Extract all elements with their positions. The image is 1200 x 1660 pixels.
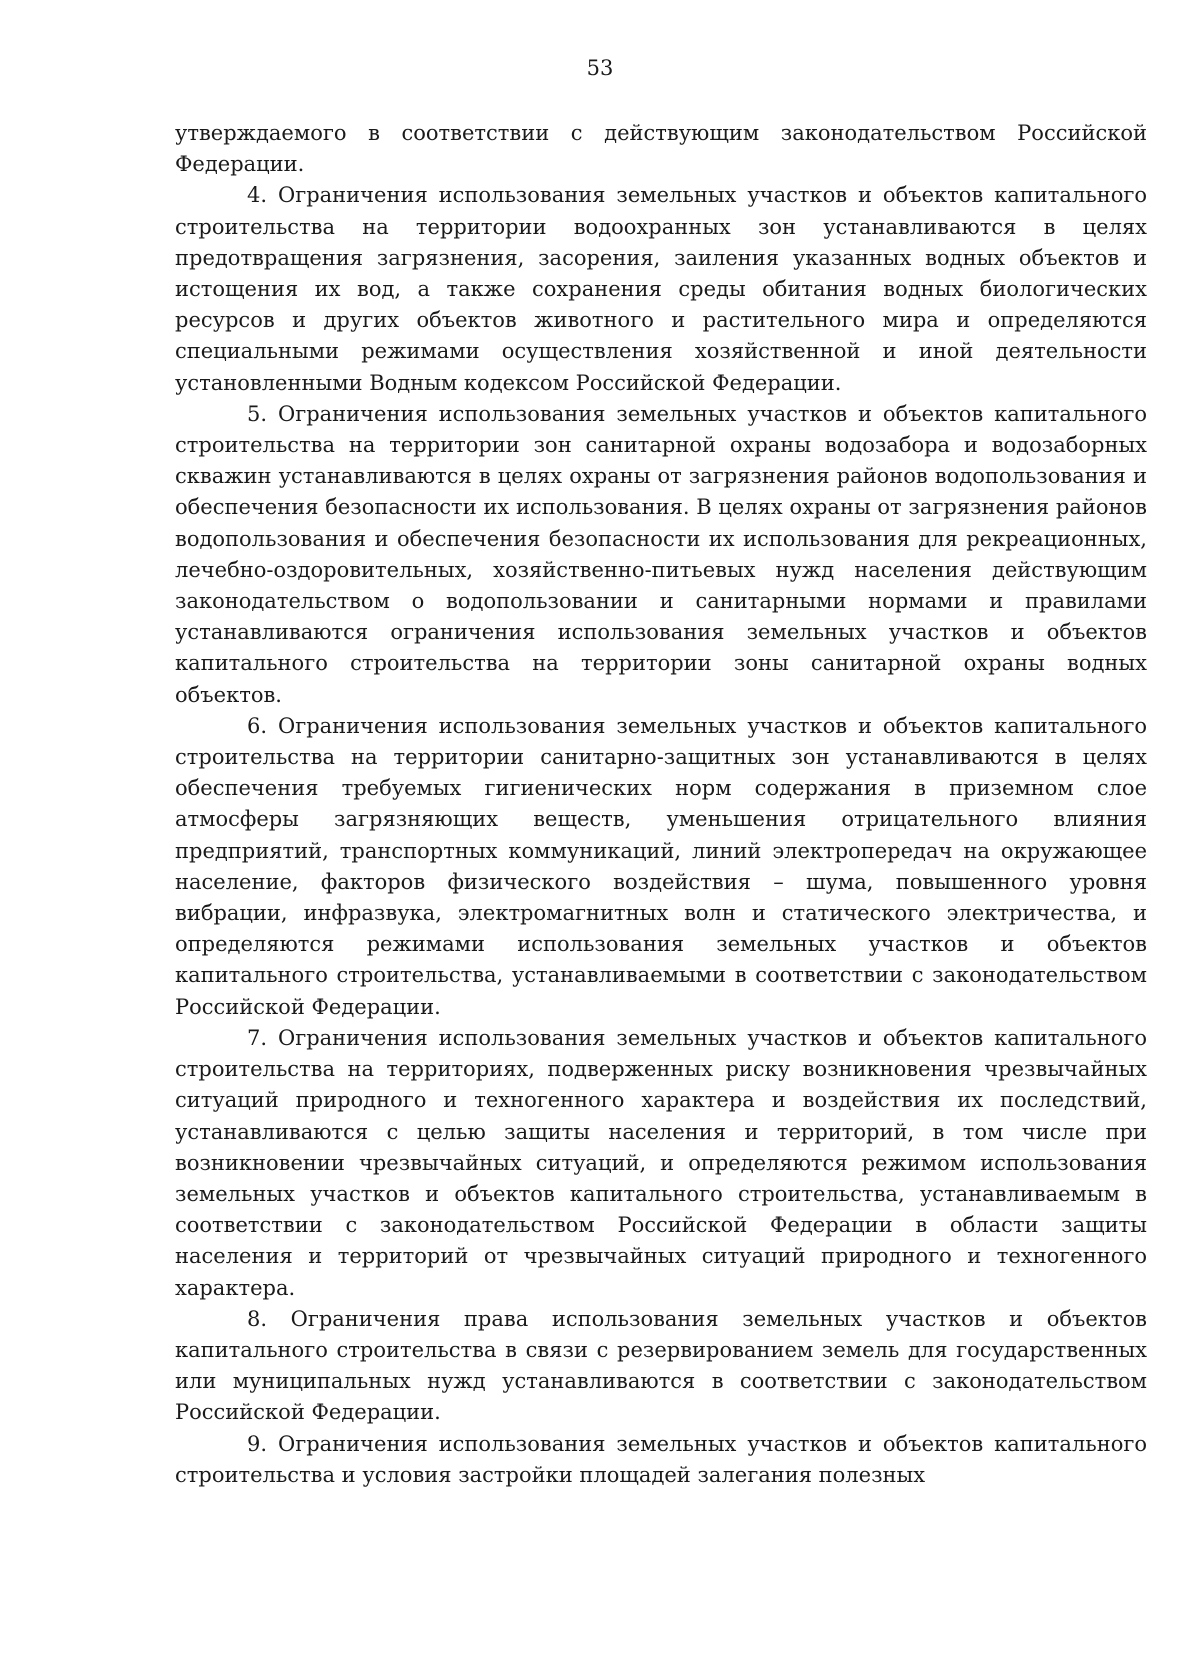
paragraph-6: 6. Ограничения использования земельных участков и объектов капитального строительства на территории санитарно-защитных зон устанавливаются в целях обеспечения требуемых гигиенических норм содержания в приземном слое атмосферы загрязняющих веществ, уменьшения отрицательного влияния предприятий, транспортных коммуникаций, линий электропередач на окружающее население, факторов физического воздействия – шума, повышенного уровня вибрации, инфразвука, электромагнитных волн и статического электричества, и определяются режимами использования земельных участков и объектов капитального строительства, устанавливаемыми в соответствии с законодательством Российской Федерации. bbox=[175, 713, 1147, 1019]
paragraph-5: 5. Ограничения использования земельных участков и объектов капитального строительства на территории зон санитарной охраны водозабора и водозаборных скважин устанавливаются в целях охраны от загрязнения районов водопользования и обеспечения безопасности их использования. В целях охраны от загрязнения районов водопользования и обеспечения безопасности их использования для рекреационных, лечебно-оздоровительных, хозяйственно-питьевых нужд населения действующим законодательством о водопользовании и санитарными нормами и правилами устанавливаются ограничения использования земельных участков и объектов капитального строительства на территории зоны санитарной охраны водных объектов. bbox=[175, 401, 1147, 707]
paragraph-7: 7. Ограничения использования земельных участков и объектов капитального строительства на территориях, подверженных риску возникновения чрезвычайных ситуаций природного и техногенного характера и воздействия их последствий, устанавливаются с целью защиты населения и территорий, в том числе при возникновении чрезвычайных ситуаций, и определяются режимом использования земельных участков и объектов капитального строительства, устанавливаемым в соответствии с законодательством Российской Федерации в области защиты населения и территорий от чрезвычайных ситуаций природного и техногенного характера. bbox=[175, 1025, 1147, 1300]
paragraph-4: 4. Ограничения использования земельных участков и объектов капитального строительства на территории водоохранных зон устанавливаются в целях предотвращения загрязнения, засорения, заиления указанных водных объектов и истощения их вод, а также сохранения среды обитания водных биологических ресурсов и других объектов животного и растительного мира и определяются специальными режимами осуществления хозяйственной и иной деятельности установленными Водным кодексом Российской Федерации. bbox=[175, 183, 1147, 395]
paragraph-continuation: утверждаемого в соответствии с действующим законодательством Российской Федерации. bbox=[175, 121, 1147, 177]
page-number: 53 bbox=[586, 56, 614, 80]
document-body bbox=[175, 118, 1147, 1491]
paragraph-8: 8. Ограничения права использования земельных участков и объектов капитального строительства в связи с резервированием земель для государственных или муниципальных нужд устанавливаются в соответствии с законодательством Российской Федерации. bbox=[175, 1306, 1147, 1425]
paragraph-9: 9. Ограничения использования земельных участков и объектов капитального строительства и условия застройки площадей залегания полезных bbox=[175, 1431, 1147, 1487]
